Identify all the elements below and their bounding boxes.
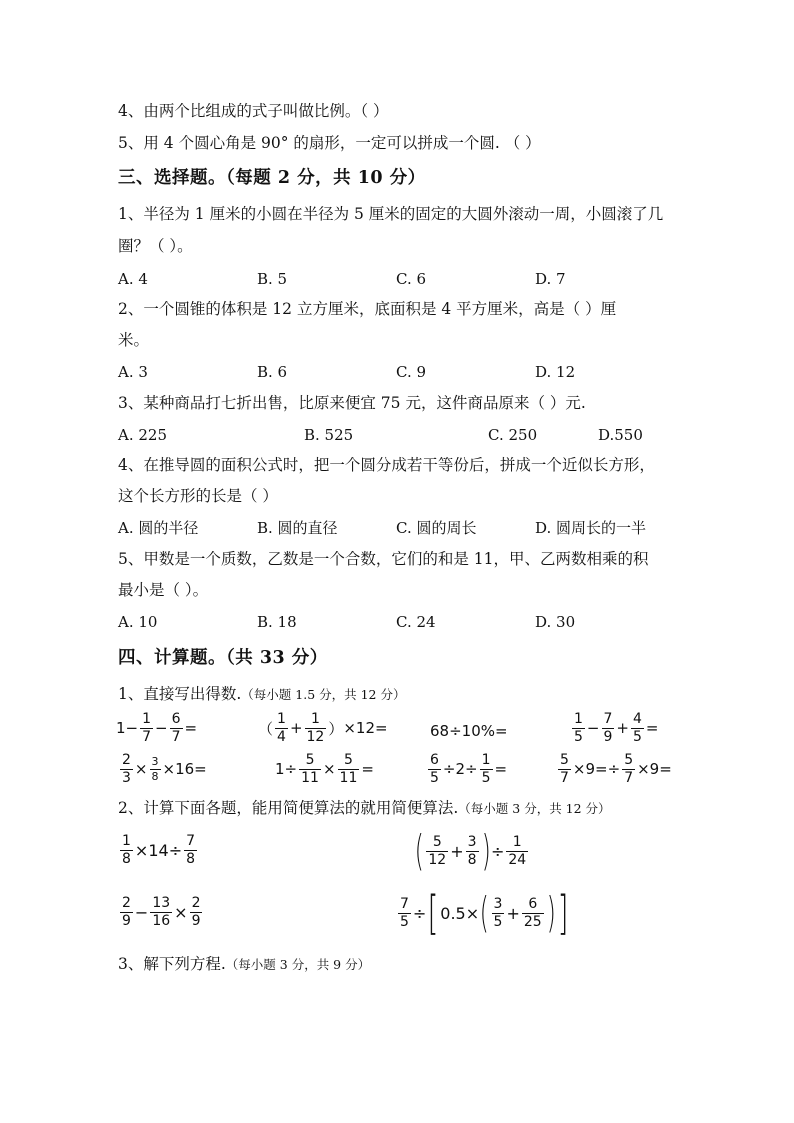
section4-title: 四、计算题。（共 33 分） <box>118 648 328 668</box>
mc-q5-line1: 5、甲数是一个质数，乙数是一个合数，它们的和是 11，甲、乙两数相乘的积 <box>118 550 649 568</box>
expr-1: 1 − $\frac{1}{7}$ − $\frac{6}{7}$ = <box>116 711 198 745</box>
mc-q5-line2: 最小是（ ）。 <box>118 581 209 599</box>
mc-q4-option-c: C. 圆的周长 <box>396 519 477 537</box>
mc-q5-option-c: C. 24 <box>396 613 436 631</box>
expr-5: $\frac{2}{3}$ × $\frac{3}{8}$ ×16= <box>122 752 207 786</box>
mc-q2-option-a: A. 3 <box>118 363 148 381</box>
mc-q3-line1: 3、某种商品打七折出售，比原来便宜 75 元，这件商品原来（ ）元. <box>118 394 586 412</box>
calc-q2-text: 2、计算下面各题，能用简便算法的就用简便算法. <box>118 799 459 817</box>
mc-q4-option-a: A. 圆的半径 <box>118 519 199 537</box>
mc-q5-option-b: B. 18 <box>257 613 297 631</box>
mc-q4-line1: 4、在推导圆的面积公式时，把一个圆分成若干等份后，拼成一个近似长方形， <box>118 456 655 474</box>
calc-q3-text: 3、解下列方程. <box>118 955 226 973</box>
calc-q1-heading <box>118 687 405 703</box>
mc-q1-line1: 1、半径为 1 厘米的小圆在半径为 5 厘米的固定的大圆外滚动一周，小圆滚了几 <box>118 205 664 223</box>
mc-q5-option-d: D. 30 <box>535 613 576 631</box>
mc-q5-option-a: A. 10 <box>118 613 158 631</box>
calc-q3-heading <box>118 957 370 973</box>
mc-q1-option-b: B. 5 <box>257 270 288 288</box>
mc-q2-line2: 米。 <box>118 331 150 349</box>
mc-q3-option-d: D.550 <box>598 426 643 444</box>
mc-q1-option-c: C. 6 <box>396 270 427 288</box>
mc-q2-option-c: C. 9 <box>396 363 427 381</box>
mc-q2-line1: 2、一个圆锥的体积是 12 立方厘米，底面积是 4 平方厘米，高是（ ）厘 <box>118 300 617 318</box>
expr-8: $\frac{5}{7}$ ×9= ÷ $\frac{5}{7}$ ×9= <box>560 752 672 786</box>
expr-12: $\frac{7}{5}$ ÷ [ 0.5× ( 3 5 + $\frac{6}{25}$ ) ] <box>400 886 569 940</box>
expr-11: 2 9 − $\frac{13}{16}$ × $\frac{2}{9}$ <box>122 895 201 929</box>
judgment-q5: 5、用 4 个圆心角是 90° 的扇形，一定可以拼成一个圆. （ ） <box>118 134 541 152</box>
mc-q3-option-c: C. 250 <box>488 426 538 444</box>
calc-q2-note: （每小题 3 分，共 12 分） <box>458 801 611 816</box>
expr-4: 1 5 − $\frac{7}{9}$ + $\frac{4}{5}$ = <box>574 711 659 745</box>
calc-q1-note: （每小题 1.5 分，共 12 分） <box>241 687 406 702</box>
expr-7: $\frac{6}{5}$ ÷2÷ $\frac{1}{5}$ = <box>430 752 508 786</box>
mc-q2-option-d: D. 12 <box>535 363 576 381</box>
calc-q1-text: 1、直接写出得数. <box>118 685 242 703</box>
expr-2: （ 1 4 + $\frac{1}{12}$ ） ×12= <box>258 711 388 745</box>
mc-q1-line2: 圈？（ ）。 <box>118 237 193 255</box>
section3-title: 三、选择题。（每题 2 分，共 10 分） <box>118 168 426 188</box>
mc-q1-option-a: A. 4 <box>118 270 148 288</box>
expr-10: ( 5 12 + $\frac{3}{8}$ ) ÷ $\frac{1}{24}$ <box>414 826 527 875</box>
expr-6: 1÷ $\frac{5}{11}$ × $\frac{5}{11}$ = <box>275 752 374 786</box>
mc-q2-option-b: B. 6 <box>257 363 288 381</box>
calc-q2-heading <box>118 801 611 817</box>
expr-9: $\frac{1}{8}$ × 14 ÷ $\frac{7}{8}$ <box>122 833 196 867</box>
mc-q4-option-d: D. 圆周长的一半 <box>535 519 647 537</box>
expr-3: 68÷10%= <box>430 722 508 740</box>
judgment-q4: 4、由两个比组成的式子叫做比例。（ ） <box>118 102 389 120</box>
mc-q4-line2: 这个长方形的长是（ ） <box>118 487 278 505</box>
mc-q3-option-a: A. 225 <box>118 426 167 444</box>
mc-q4-option-b: B. 圆的直径 <box>257 519 338 537</box>
mc-q3-option-b: B. 525 <box>304 426 354 444</box>
mc-q1-option-d: D. 7 <box>535 270 566 288</box>
calc-q3-note: （每小题 3 分，共 9 分） <box>225 957 371 972</box>
